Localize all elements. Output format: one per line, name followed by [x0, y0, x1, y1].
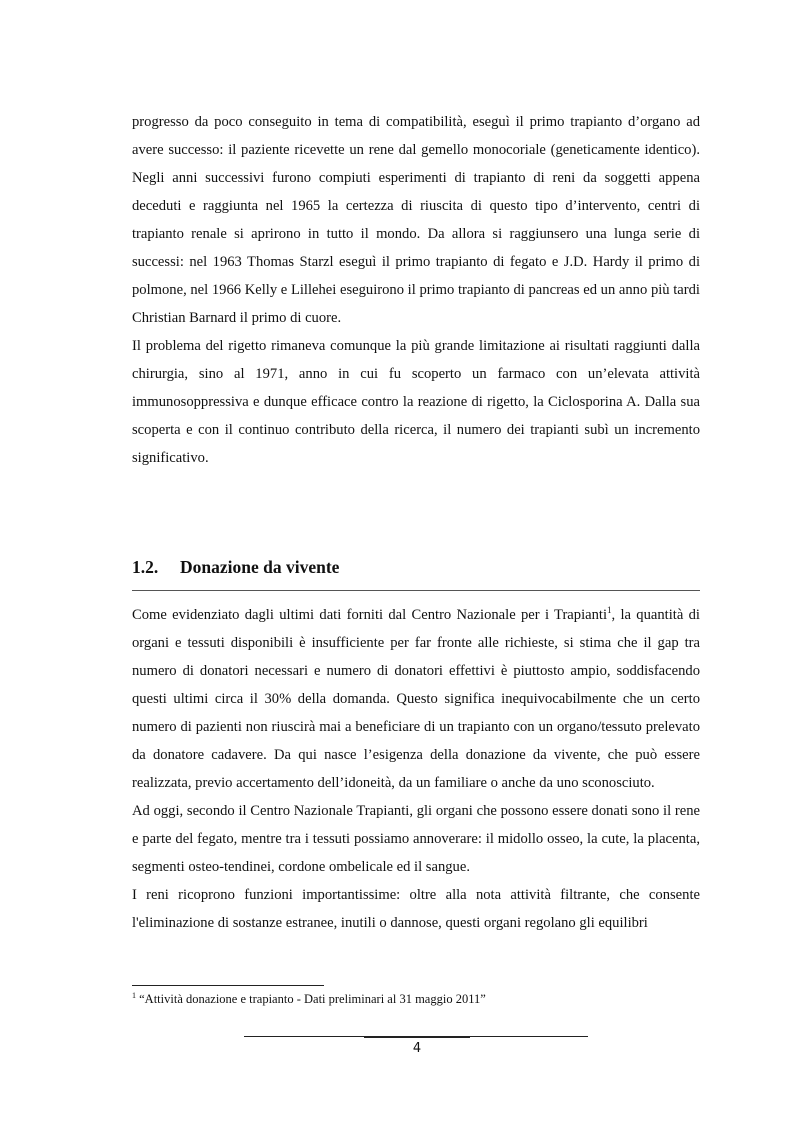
paragraph-donatable-organs: Ad oggi, secondo il Centro Nazionale Trapianti, gli organi che possono essere donati sono il rene e parte del fegato, mentre tra i tessuti possiamo annoverare: il midollo osseo, la cute, la placenta, segmenti osteo-tendinei, cordone ombelicale ed il sangue. — [132, 803, 700, 875]
page-number: 4 — [412, 1041, 422, 1056]
footer-rule-accent — [364, 1036, 470, 1038]
paragraph-text: Come evidenziato dagli ultimi dati forniti dal Centro Nazionale per i Trapianti — [132, 607, 608, 623]
footnote — [132, 991, 700, 1007]
footnote-divider — [132, 985, 324, 986]
paragraph-kidney-functions: I reni ricoprono funzioni importantissime: oltre alla nota attività filtrante, che consente l'eliminazione di sostanze estranee, inutili o dannose, questi organi regolano gli equilibri — [132, 887, 700, 931]
section-number: 1.2. — [132, 557, 159, 577]
section-title: Donazione da vivente — [180, 557, 340, 577]
section-divider — [132, 590, 700, 591]
paragraph-transplant-history: progresso da poco conseguito in tema di compatibilità, eseguì il primo trapianto d’organo ad avere successo: il paziente ricevette un rene dal gemello monocoriale (geneticamente identico). Negli anni successivi furono compiuti esperimenti di trapianto di reni da soggetti appena deceduti e raggiunta nel 1965 la certezza di riuscita di questo tipo d’intervento, centri di trapianto renale si aprirono in tutto il mondo. Da allora si raggiunsero una lunga serie di successi: nel 1963 Thomas Starzl eseguì il primo trapianto di fegato e J.D. Hardy il primo di polmone, nel 1966 Kelly e Lillehei eseguirono il primo trapianto di pancreas ed un anno più tardi Christian Barnard il primo di cuore. — [132, 114, 700, 326]
section-heading — [132, 552, 700, 582]
footnote-marker: 1 — [132, 990, 136, 1000]
paragraph-organ-shortage — [132, 601, 700, 797]
paragraph-rejection-problem: Il problema del rigetto rimaneva comunque la più grande limitazione ai risultati raggiunti dalla chirurgia, sino al 1971, anno in cui fu scoperto un farmaco con un’elevata attività immunosoppressiva e dunque efficace contro la reazione di rigetto, la Ciclosporina A. Dalla sua scoperta e con il continuo contributo della ricerca, il numero dei trapianti subì un incremento significativo. — [132, 338, 700, 466]
section-body — [132, 601, 700, 937]
footnote-reference[interactable]: 1 — [607, 605, 612, 616]
paragraph-text: , la quantità di organi e tessuti disponibili è insufficiente per far fronte alle richieste, si stima che il gap tra numero di donatori necessari e numero di donatori effettivi è piuttosto ampio, soddisfacendo questi ultimi circa il 30% della domanda. Questo significa inequivocabilmente che un certo numero di pazienti non riuscirà mai a beneficiare di un trapianto con un organo/tessuto prelevato da donatore cadavere. Da qui nasce l’esigenza della donazione da vivente, che può essere realizzata, previo accertamento dell’idoneità, da un familiare o anche da uno sconosciuto. — [132, 607, 700, 791]
body-text — [132, 108, 700, 472]
footnote-text: “Attività donazione e trapianto - Dati preliminari al 31 maggio 2011” — [136, 992, 486, 1006]
